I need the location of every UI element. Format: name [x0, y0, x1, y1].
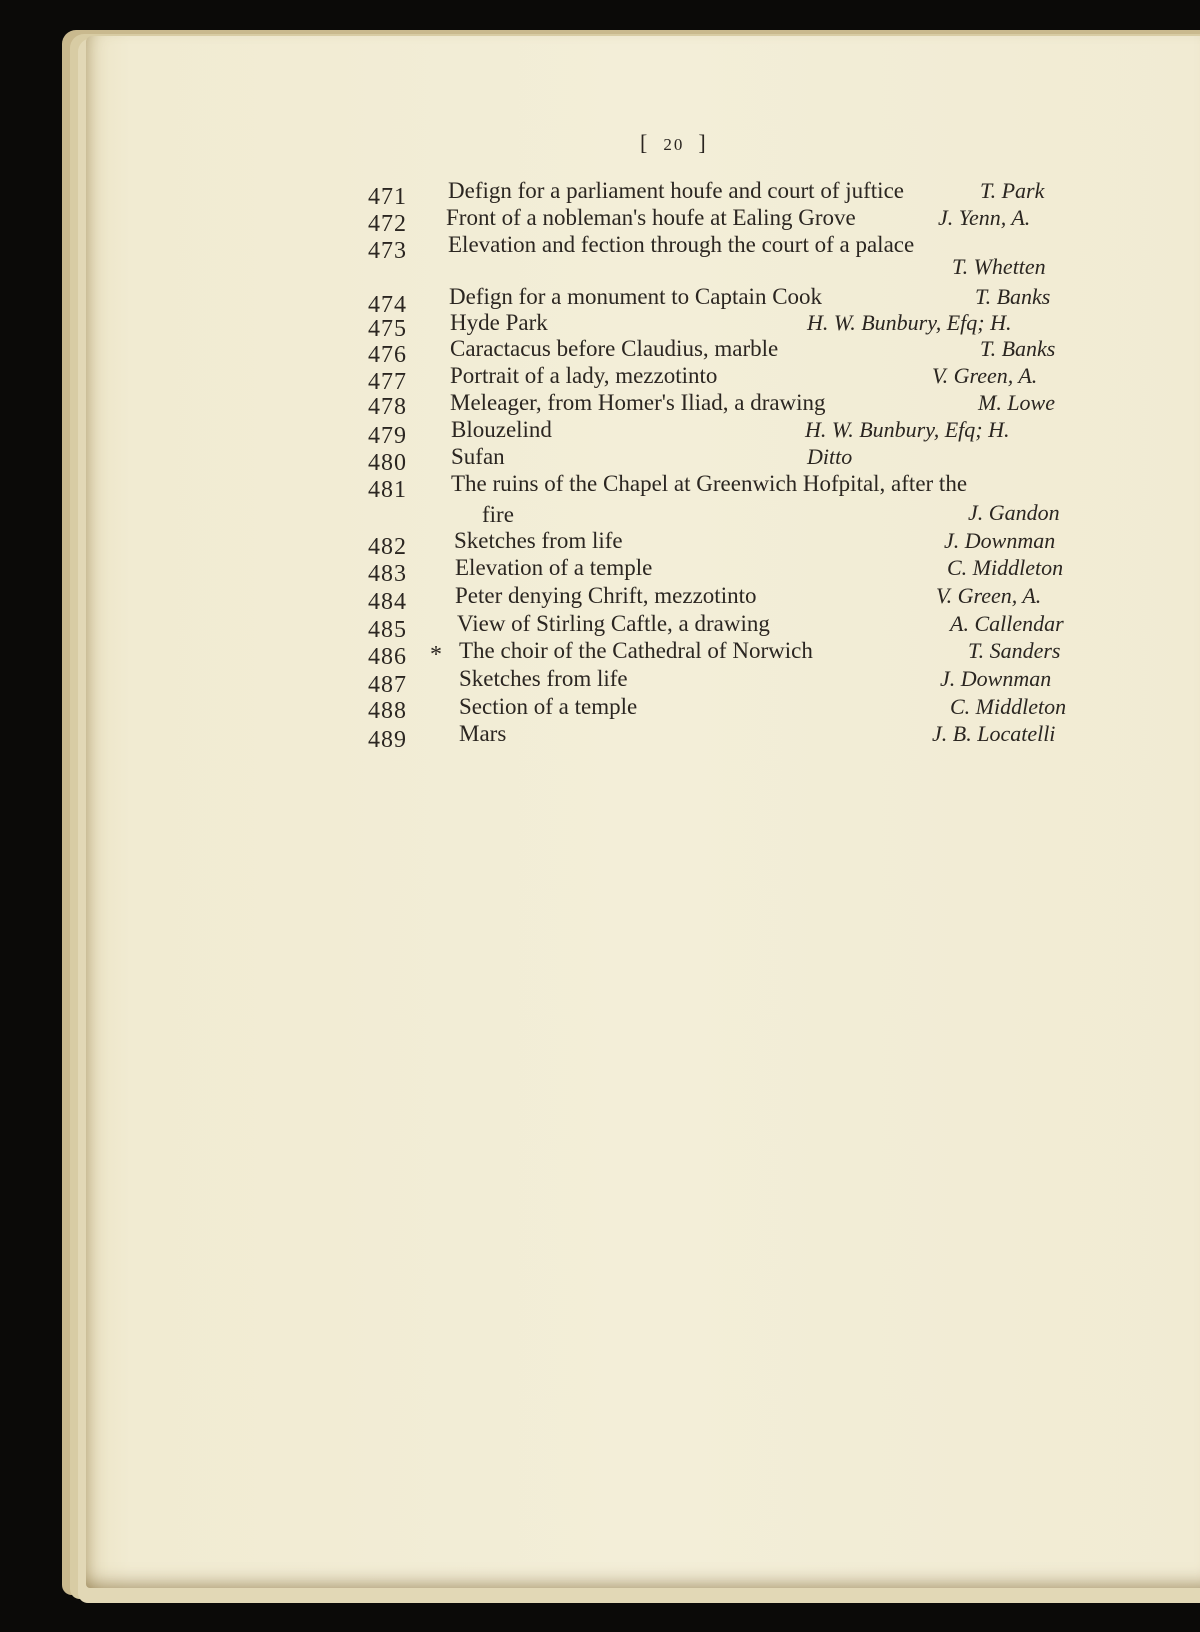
entry-number: 476	[368, 342, 407, 368]
asterisk-mark: *	[430, 642, 442, 668]
entry-title: Blouzelind	[451, 417, 552, 442]
catalogue-entry	[0, 555, 1200, 585]
entry-title: Elevation and fection through the court of a palace	[448, 232, 915, 257]
entry-title: Section of a temple	[459, 694, 638, 719]
entry-artist: J. Downman	[944, 528, 1056, 553]
entry-title: Sufan	[451, 444, 505, 469]
entry-number: 483	[368, 561, 407, 587]
catalogue-entry	[0, 694, 1200, 724]
entry-number: 479	[368, 423, 407, 449]
entry-artist: C. Middleton	[950, 694, 1067, 719]
entry-number: 488	[368, 698, 407, 724]
entry-number: 475	[368, 316, 407, 342]
entry-artist: T. Park	[980, 178, 1045, 203]
entry-title: Portrait of a lady, mezzotinto	[450, 363, 718, 388]
catalogue-entry	[0, 336, 1200, 366]
catalogue-entry	[0, 471, 1200, 527]
catalogue-entry	[0, 444, 1200, 474]
catalogue-entry	[0, 638, 1200, 668]
entry-artist: V. Green, A.	[932, 363, 1038, 388]
entry-title-continuation: fire	[482, 502, 514, 527]
entry-artist: T. Banks	[980, 336, 1056, 361]
catalogue-entry	[0, 178, 1200, 208]
entry-title: The ruins of the Chapel at Greenwich Hofpital, after the	[451, 471, 968, 496]
entry-title: Mars	[459, 721, 507, 746]
entry-title: View of Stirling Caftle, a drawing	[457, 611, 770, 636]
catalogue-entry	[0, 528, 1200, 558]
entry-title: Elevation of a temple	[455, 555, 653, 580]
entry-title: Defign for a parliament houfe and court of juftice	[448, 178, 904, 203]
page-header	[640, 130, 780, 156]
catalogue-entry	[0, 232, 1200, 279]
entry-number: 489	[368, 727, 407, 753]
page-number: 20	[663, 135, 685, 154]
catalogue-entry	[0, 390, 1200, 420]
entry-artist: Ditto	[807, 444, 853, 469]
entry-title: Peter denying Chrift, mezzotinto	[455, 583, 757, 608]
entry-artist: T. Whetten	[952, 254, 1046, 279]
entry-artist: J. Gandon	[968, 500, 1060, 525]
catalogue-entry	[0, 417, 1200, 447]
entry-number: 478	[368, 394, 407, 420]
entry-title: Front of a nobleman's houfe at Ealing Grove	[446, 205, 856, 230]
entry-artist: A. Callendar	[950, 611, 1064, 636]
catalogue-entry	[0, 205, 1200, 235]
catalogue-entry	[0, 583, 1200, 613]
entry-number: 480	[368, 450, 407, 476]
entry-title: Sketches from life	[459, 666, 628, 691]
entry-artist: J. Yenn, A.	[938, 205, 1031, 230]
entry-artist: T. Banks	[975, 284, 1051, 309]
entry-artist: J. B. Locatelli	[932, 721, 1056, 746]
entry-artist: H. W. Bunbury, Efq; H.	[807, 310, 1012, 335]
catalogue-entry	[0, 363, 1200, 393]
entry-artist: T. Sanders	[968, 638, 1061, 663]
header-bracket-left: [	[640, 130, 650, 155]
entry-number: 484	[368, 589, 407, 615]
entry-artist: H. W. Bunbury, Efq; H.	[805, 417, 1010, 442]
entry-number: 482	[368, 534, 407, 560]
entry-number: 473	[368, 238, 407, 264]
entry-artist: M. Lowe	[978, 390, 1055, 415]
header-bracket-right: ]	[698, 130, 708, 155]
catalogue-entry	[0, 721, 1200, 751]
entry-number: 486	[368, 644, 407, 670]
entry-number: 481	[368, 477, 407, 503]
catalogue-entry	[0, 611, 1200, 641]
entry-number: 485	[368, 617, 407, 643]
catalogue-entry	[0, 666, 1200, 696]
entry-number: 474	[368, 292, 407, 318]
entry-title: The choir of the Cathedral of Norwich	[459, 638, 813, 663]
entry-title: Caractacus before Claudius, marble	[450, 336, 779, 361]
entry-artist: J. Downman	[940, 666, 1052, 691]
entry-artist: C. Middleton	[947, 555, 1064, 580]
entry-title: Hyde Park	[450, 310, 548, 335]
entry-number: 472	[368, 211, 407, 237]
entry-artist: V. Green, A.	[936, 583, 1042, 608]
entry-number: 487	[368, 672, 407, 698]
entry-number: 477	[368, 369, 407, 395]
entry-title: Meleager, from Homer's Iliad, a drawing	[450, 390, 826, 415]
entry-title: Sketches from life	[454, 528, 623, 553]
entry-title: Defign for a monument to Captain Cook	[449, 284, 823, 309]
entry-number: 471	[368, 184, 407, 210]
